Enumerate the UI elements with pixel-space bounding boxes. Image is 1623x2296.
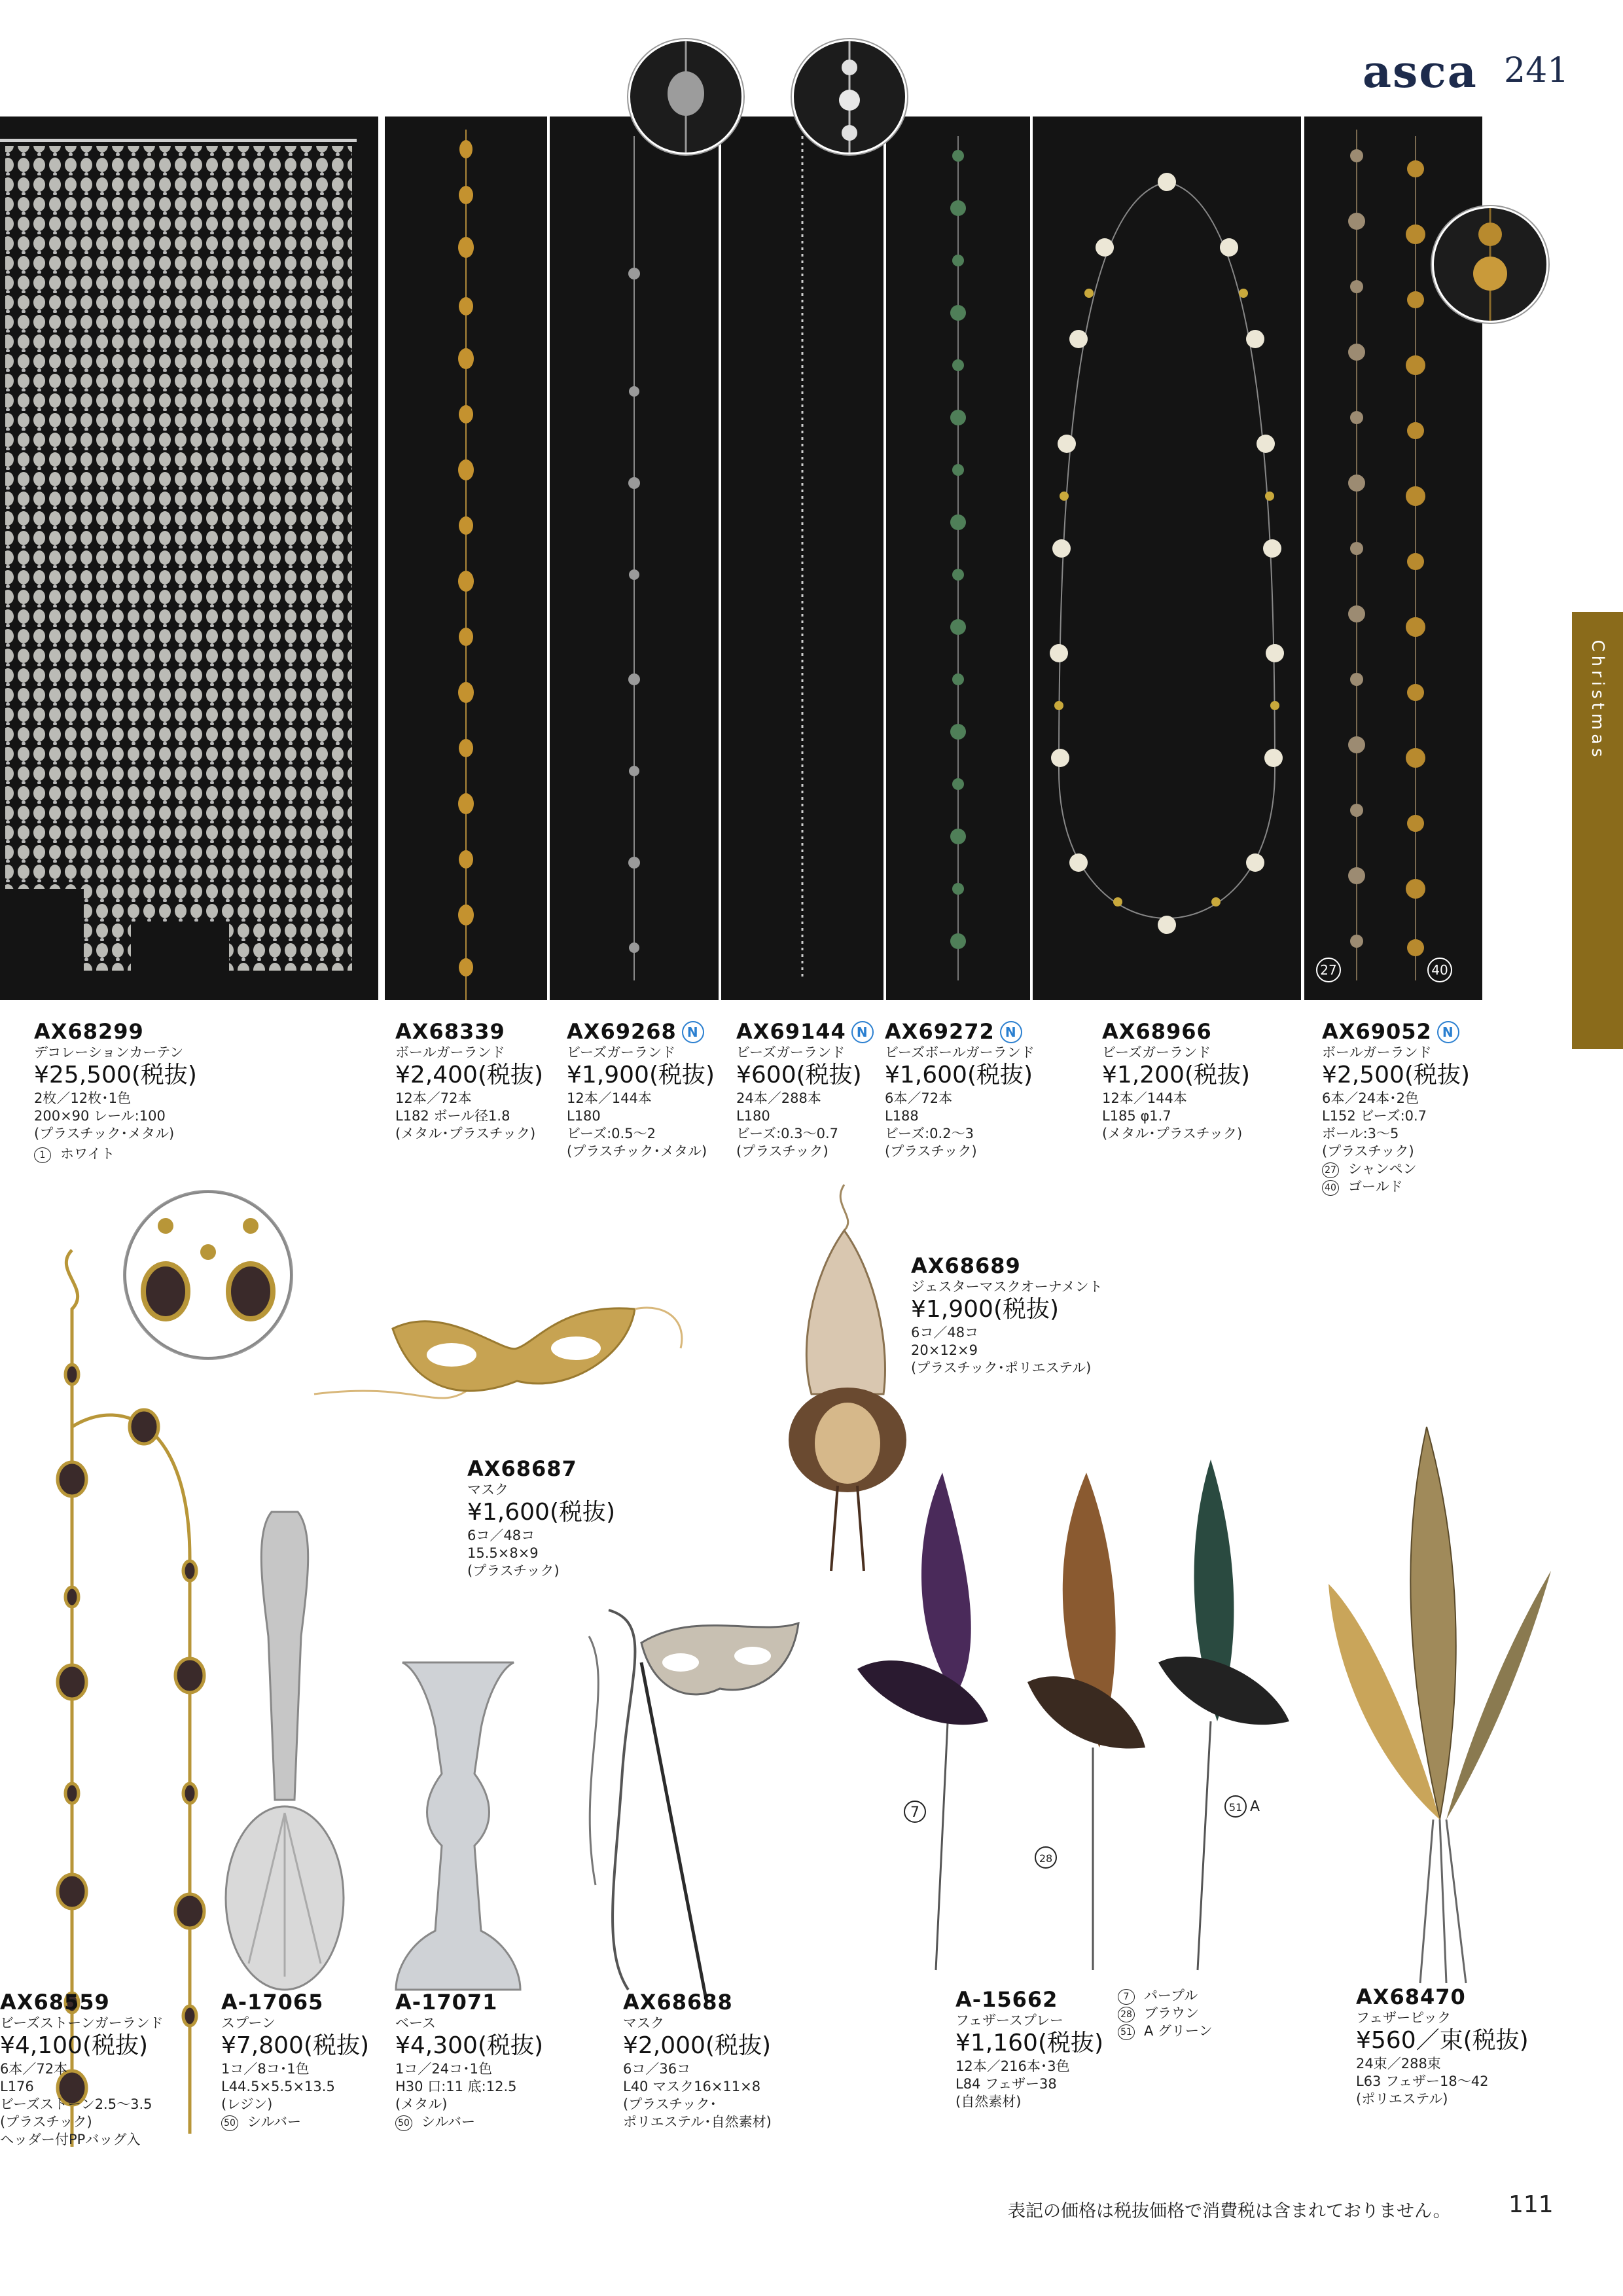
product-spec: L180 — [736, 1108, 770, 1124]
product-spec: ボール:3～5 — [1322, 1126, 1399, 1141]
feather-variant-label-51: 51 — [1228, 1801, 1243, 1814]
product-AX68966[interactable] — [1102, 1019, 1298, 1143]
image-spoon-silver — [209, 1505, 360, 2003]
product-price: ¥2,500(税抜) — [1322, 1062, 1471, 1088]
product-spec: 12本／144本 — [1102, 1090, 1187, 1106]
product-spec: (メタル) — [395, 2096, 448, 2112]
product-variant: 51 A グリーン — [1118, 2022, 1262, 2040]
product-AX68470[interactable] — [1356, 1984, 1565, 2108]
product-spec: 24束／288束 — [1356, 2056, 1441, 2072]
product-spec: 12本／72本 — [395, 1090, 472, 1106]
product-AX69268[interactable] — [567, 1019, 730, 1160]
image-feather-pick — [1315, 1414, 1577, 1990]
product-spec: L152 ビーズ:0.7 — [1322, 1108, 1427, 1124]
product-name: マスク — [467, 1482, 508, 1498]
product-name: ボールガーランド — [395, 1045, 505, 1060]
product-spec: ヘッダー付PPバッグ入 — [0, 2132, 141, 2147]
product-price: ¥2,000(税抜) — [623, 2032, 772, 2059]
product-code: AX68339 — [395, 1019, 505, 1044]
product-price: ¥2,400(税抜) — [395, 1062, 544, 1088]
product-name: フェザーピック — [1356, 2010, 1452, 2026]
product-spec: L176 — [0, 2079, 34, 2094]
product-spec: 24本／288本 — [736, 1090, 821, 1106]
product-variant: 27 シャンペン — [1322, 1160, 1518, 1178]
product-price: ¥600(税抜) — [736, 1062, 862, 1088]
category-side-tab[interactable] — [1572, 612, 1623, 1049]
product-price: ¥1,900(税抜) — [911, 1296, 1060, 1323]
product-spec: 6本／24本･2色 — [1322, 1090, 1419, 1106]
product-AX69144[interactable] — [736, 1019, 887, 1160]
product-spec: 6コ／36コ — [623, 2061, 691, 2077]
product-spec: L180 — [567, 1108, 601, 1124]
product-AX68559[interactable] — [0, 1990, 196, 2149]
curtain-strands-graphic — [0, 117, 378, 1000]
product-code: A-17071 — [395, 1990, 498, 2015]
product-price: ¥1,900(税抜) — [567, 1062, 715, 1088]
product-spec: (プラスチック) — [736, 1143, 829, 1159]
image-mask-with-stick — [563, 1584, 812, 2029]
product-spec: H30 口:11 底:12.5 — [395, 2079, 517, 2094]
product-name: マスク — [623, 2015, 664, 2031]
product-spec: ビーズ:0.3～0.7 — [736, 1126, 838, 1141]
product-spec: L63 フェザー18～42 — [1356, 2073, 1489, 2089]
callout-bead-detail-grey — [628, 39, 743, 154]
product-spec: 6コ／48コ — [467, 1528, 535, 1543]
product-spec: (プラスチック･ポリエステル) — [911, 1360, 1092, 1376]
product-spec: ビーズストーン2.5～3.5 — [0, 2096, 152, 2112]
photo-ball-garland-gold — [385, 117, 547, 1000]
product-name: ビーズストーンガーランド — [0, 2015, 164, 2031]
page-number: 111 — [1508, 2191, 1554, 2218]
product-AX68687[interactable] — [467, 1456, 742, 1580]
product-variant: 50 シルバー — [395, 2113, 565, 2131]
product-spec: L188 — [885, 1108, 919, 1124]
product-spec: 1コ／8コ･1色 — [221, 2061, 310, 2077]
product-name: ビーズボールガーランド — [885, 1045, 1035, 1060]
feather-variant-label-28: 28 — [1039, 1852, 1053, 1865]
feather-variant-label-7: 7 — [910, 1804, 919, 1821]
product-spec: 6本／72本 — [0, 2061, 68, 2077]
product-price: ¥1,600(税抜) — [885, 1062, 1033, 1088]
product-spec: L182 ボール径1.8 — [395, 1108, 510, 1124]
product-spec: ポリエステル･自然素材) — [623, 2114, 772, 2130]
product-price: ¥4,100(税抜) — [0, 2032, 149, 2059]
product-name: ビーズガーランド — [567, 1045, 676, 1060]
product-name: スプーン — [221, 2015, 276, 2031]
callout-stone-detail — [124, 1191, 292, 1359]
product-code: AX68559 — [0, 1990, 110, 2015]
product-name: ビーズガーランド — [736, 1045, 846, 1060]
product-name: ビーズガーランド — [1102, 1045, 1211, 1060]
new-mark-icon: N — [682, 1021, 704, 1043]
product-code: A-17065 — [221, 1990, 324, 2015]
product-price: ¥1,600(税抜) — [467, 1499, 616, 1526]
product-name: デコレーションカーテン — [34, 1045, 184, 1060]
product-spec: (自然素材) — [955, 2094, 1022, 2109]
brand-logo: asca — [1363, 46, 1478, 98]
product-variant: 40 ゴールド — [1322, 1178, 1518, 1196]
product-spec: 20×12×9 — [911, 1342, 978, 1358]
product-spec: 12本／144本 — [567, 1090, 652, 1106]
product-code: AX68966 — [1102, 1019, 1212, 1044]
product-variant: 28 ブラウン — [1118, 2005, 1262, 2022]
product-code: AX68687 — [467, 1456, 577, 1481]
photo-variant-label-40: 40 — [1427, 958, 1452, 982]
product-A-15662[interactable] — [955, 1987, 1126, 2111]
product-spec: (プラスチック) — [885, 1143, 977, 1159]
product-spec: 2枚／12枚･1色 — [34, 1090, 131, 1106]
product-price: ¥1,160(税抜) — [955, 2030, 1104, 2056]
product-spec: (プラスチック) — [0, 2114, 92, 2130]
new-mark-icon: N — [1000, 1021, 1022, 1043]
image-vase-silver — [389, 1656, 527, 2009]
product-spec: 12本／216本･3色 — [955, 2058, 1070, 2074]
product-spec: (プラスチック･メタル) — [34, 1126, 175, 1141]
product-price: ¥560／束(税抜) — [1356, 2027, 1529, 2054]
photo-bead-garland-thin — [721, 117, 883, 1000]
product-code: AX68299 — [34, 1019, 144, 1044]
product-code: AX69144 N — [736, 1019, 887, 1044]
product-A-17065[interactable] — [221, 1990, 391, 2131]
product-spec: L44.5×5.5×13.5 — [221, 2079, 335, 2094]
product-spec: (メタル･プラスチック) — [1102, 1126, 1243, 1141]
product-code: A-15662 — [955, 1987, 1058, 2012]
feather-variant-label-51-suffix: A — [1250, 1799, 1260, 1815]
product-spec: ビーズ:0.5～2 — [567, 1126, 656, 1141]
tax-note: 表記の価格は税抜価格で消費税は含まれておりません。 — [1008, 2201, 1451, 2221]
product-code: AX69268 N — [567, 1019, 730, 1044]
product-AX68299[interactable] — [34, 1019, 309, 1163]
product-spec: L40 マスク16×11×8 — [623, 2079, 761, 2094]
product-spec: (プラスチック) — [467, 1563, 560, 1579]
product-spec: (プラスチック･ — [623, 2096, 717, 2112]
category-side-tab-label: Christmas — [1588, 639, 1607, 761]
product-spec: L185 φ1.7 — [1102, 1108, 1171, 1124]
product-spec: (レジン) — [221, 2096, 273, 2112]
product-variant: 50 シルバー — [221, 2113, 391, 2131]
product-name: ベース — [395, 2015, 436, 2031]
product-code: AX68470 — [1356, 1984, 1466, 2009]
product-price: ¥4,300(税抜) — [395, 2032, 544, 2059]
product-code: AX68689 — [911, 1253, 1021, 1278]
image-mask-gold — [288, 1263, 707, 1460]
photo-bead-ball-garland-green — [886, 117, 1030, 1000]
product-spec: (ポリエステル) — [1356, 2091, 1448, 2107]
catalog-page-number: 241 — [1504, 51, 1569, 90]
product-AX69272[interactable] — [885, 1019, 1055, 1160]
product-code: AX68688 — [623, 1990, 733, 2015]
photo-decoration-curtain — [0, 117, 378, 1000]
product-variant: 7 パープル — [1118, 1987, 1262, 2005]
product-code: AX69272 N — [885, 1019, 1055, 1044]
product-spec: 15.5×8×9 — [467, 1545, 539, 1561]
new-mark-icon: N — [851, 1021, 874, 1043]
photo-bead-garland-pearl — [1033, 117, 1301, 1000]
photo-variant-label-27: 27 — [1316, 958, 1341, 982]
product-spec: 6本／72本 — [885, 1090, 953, 1106]
product-spec: (プラスチック･メタル) — [567, 1143, 707, 1159]
product-spec: ビーズ:0.2～3 — [885, 1126, 974, 1141]
product-AX69052[interactable] — [1322, 1019, 1518, 1196]
product-price: ¥25,500(税抜) — [34, 1062, 197, 1088]
image-feather-spray — [844, 1446, 1315, 1983]
callout-ball-detail-gold — [1432, 206, 1548, 323]
product-price: ¥1,200(税抜) — [1102, 1062, 1251, 1088]
product-code: AX69052 N — [1322, 1019, 1518, 1044]
product-variant: 1 ホワイト — [34, 1145, 309, 1163]
product-spec: (メタル･プラスチック) — [395, 1126, 536, 1141]
product-A-17071[interactable] — [395, 1990, 565, 2131]
product-name: フェザースプレー — [955, 2013, 1064, 2028]
product-AX68689[interactable] — [911, 1253, 1186, 1377]
product-AX68688[interactable] — [623, 1990, 846, 2131]
product-spec: (プラスチック) — [1322, 1143, 1414, 1159]
product-spec: 200×90 レール:100 — [34, 1108, 166, 1124]
product-spec: 1コ／24コ･1色 — [395, 2061, 492, 2077]
callout-bead-detail-pearl — [792, 39, 907, 154]
product-price: ¥7,800(税抜) — [221, 2032, 370, 2059]
product-spec: 6コ／48コ — [911, 1325, 979, 1340]
product-A-15662-variants — [1118, 1987, 1262, 2040]
product-spec: L84 フェザー38 — [955, 2076, 1057, 2092]
product-name: ジェスターマスクオーナメント — [911, 1279, 1103, 1295]
product-name: ボールガーランド — [1322, 1045, 1432, 1060]
new-mark-icon: N — [1437, 1021, 1459, 1043]
photo-bead-garland-grey — [550, 117, 719, 1000]
